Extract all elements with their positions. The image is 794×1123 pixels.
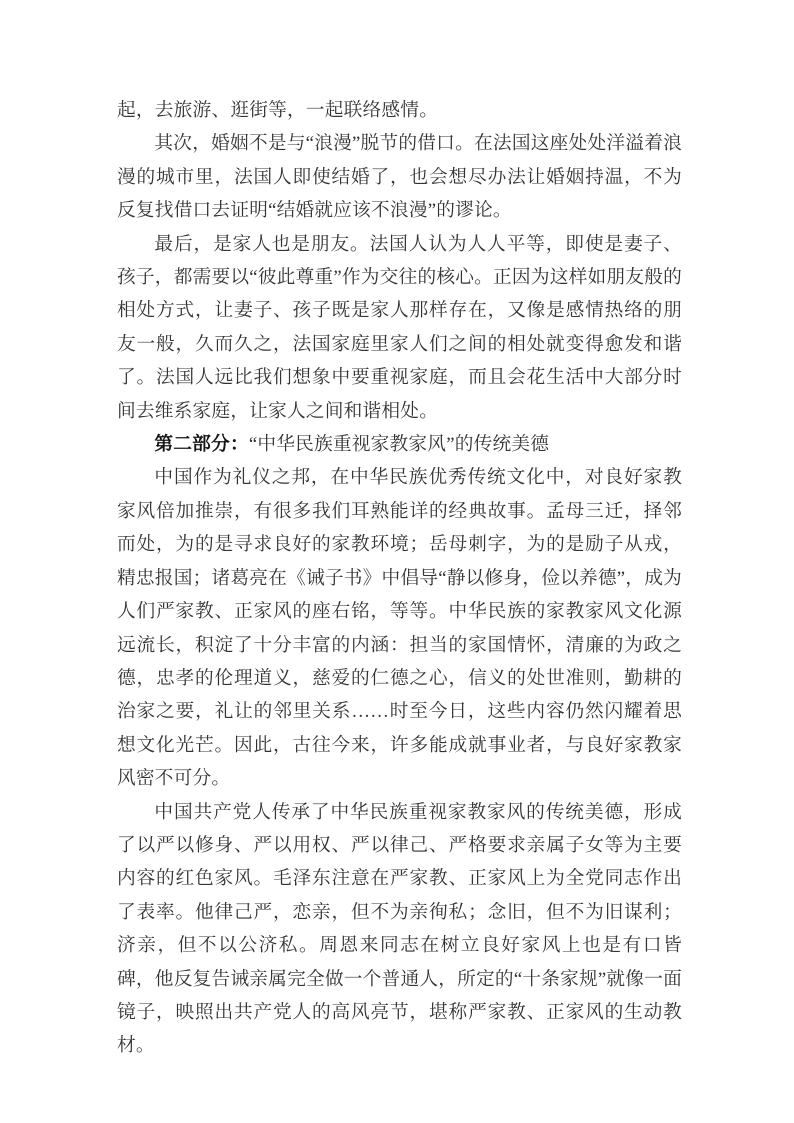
paragraph-chinese-tradition: 中国作为礼仪之邦，在中华民族优秀传统文化中，对良好家教家风倍加推崇，有很多我们耳熟能详的经典故事。孟母三迁，择邻而处，为的是寻求良好的家教环境；岳母刺字，为的是励子从戎，精忠报国；诸葛亮在《诫子书》中倡导“静以修身，俭以养德”，成为人们严家教、正家风的座右铭，等等。中华民族的家教家风文化源远流长，积淀了十分丰富的内涵：担当的家国情怀，清廉的为政之德，忠孝的伦理道义，慈爱的仁德之心，信义的处世准则，勤耕的治家之要，礼让的邻里关系……时至今日，这些内容仍然闪耀着思想文化光芒。因此，古往今来，许多能成就事业者，与良好家教家风密不可分。 <box>117 467 682 790</box>
section-heading-label: 第二部分： <box>154 434 249 456</box>
section-heading-title: “中华民族重视家教家风”的传统美德 <box>248 434 550 456</box>
section-heading <box>117 428 682 461</box>
paragraph-continuation: 起，去旅游、逛街等，一起联络感情。 <box>117 100 439 121</box>
paragraph-ccp-family-style: 中国共产党人传承了中华民族重视家教家风的传统美德，形成了以严以修身、严以用权、严以律己、严格要求亲属子女等为主要内容的红色家风。毛泽东注意在严家教、正家风上为全党同志作出了表率。他律己严，恋亲，但不为亲徇私；念旧，但不为旧谋利；济亲，但不以公济私。周恩来同志在树立良好家风上也是有口皆碑，他反复告诫亲属完全做一个普通人，所定的“十条家规”就像一面镜子，映照出共产党人的高风亮节，堪称严家教、正家风的生动教材。 <box>117 801 682 1057</box>
paragraph-france-marriage: 其次，婚姻不是与“浪漫”脱节的借口。在法国这座处处洋溢着浪漫的城市里，法国人即使结婚了，也会想尽办法让婚姻持温，不为反复找借口去证明“结婚就应该不浪漫”的谬论。 <box>117 133 682 222</box>
paragraph-france-family: 最后，是家人也是朋友。法国人认为人人平等，即使是妻子、孩子，都需要以“彼此尊重”作为交往的核心。正因为这样如朋友般的相处方式，让妻子、孩子既是家人那样存在，又像是感情热络的朋友一般，久而久之，法国家庭里家人们之间的相处就变得愈发和谐了。法国人远比我们想象中要重视家庭，而且会花生活中大部分时间去维系家庭，让家人之间和谐相处。 <box>117 233 682 422</box>
